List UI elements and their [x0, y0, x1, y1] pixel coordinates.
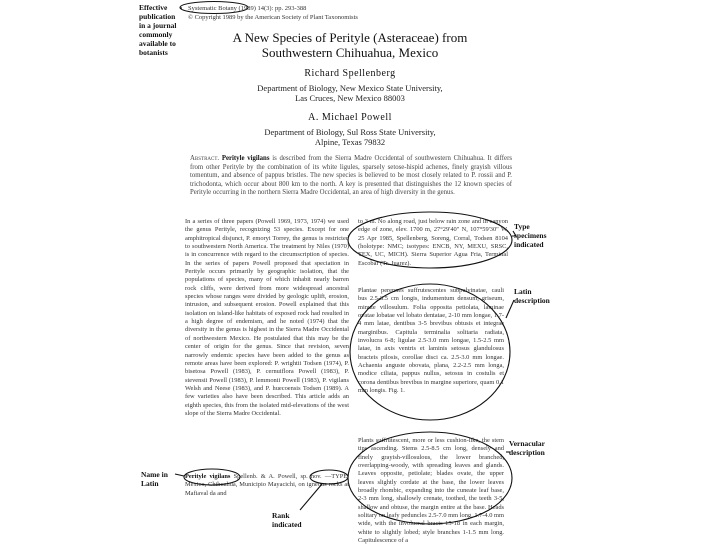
name-leader: [175, 474, 184, 476]
annotation-effective-publication: Effective publication in a journal commonly available to botanists: [139, 3, 177, 57]
annotation-type-specimens: Type specimens indicated: [514, 222, 547, 249]
article-title-line-2: Southwestern Chihuahua, Mexico: [261, 45, 439, 60]
latin-description-text: Plantae perennes suffrutescentes subpulvinatae, cauli bus 2.5-8.5 cm longis, indumentum densum, griseum, minute villosulum. Folia opposita petiolata, laminae ovatae lobatae vel lobato dentatae, 2-10 mm longae, 1.7-4 mm latae, dentibus 3-5 brevibus obtusis et integrae marginibus. Capitula terminalia solitaria radiata, involucra 6-8; ligulae 2.5-3.0 mm longae, 1.5-2.5 mm latae, in axis ventris et laminis setosus glandulosus bracteis pilosis, corollae disci ca. 2.5-3.0 mm longae. Achaenia anguste obovata, plana, 2.2-2.5 mm longa, modice ciliata, pappus nullus, setosus in costulis et corona dentibus brevibus in margine superiore, quam 0.1 mm longis. Fig. 1.: [358, 287, 504, 395]
vernacular-description-text: Plants suffrutescent, more or less cushion-like, the stem tips ascending. Stems 2.5-8.5 cm long, densely and finely grayish-villosulous, the lower branched, overlapping-woody, with spreading leaves and glands. Leaves opposite, petiolate; blades ovate, the upper leaves slightly cordate at the base, the lower leaves broadly rhombic, expanding into the cuneate leaf base, 2-3 mm long, shallowly crenate, toothed, the teeth 3-5, shallow and obtuse, the margin entire at the base. Heads solitary on leafy peduncles 2.5-7.0 mm long, 1.7-4.0 mm wide, with the involucral bracts 15-18 in each margin, white to slightly lobed; style branches 1-1.5 mm long. Capitulescence of a: [358, 437, 504, 545]
latin-description-circle: [350, 284, 510, 420]
annotation-name-in-latin: Name in Latin: [141, 470, 168, 488]
copyright-line: © Copyright 1989 by the American Society of Plant Taxonomists: [188, 14, 358, 21]
species-type-text: —TYPE: Mexico, Chihuahua, Municipio Mayacichi, on igneous rocks at Mafiaval da and: [185, 473, 349, 497]
rank-leader: [300, 484, 322, 510]
abstract-text: is described from the Sierra Madre Occidental of southwestern Chihuahua. It differs from other Perityle by the combination of its white ligules, sparsely setose-hispid achenes, finely grayish villous tomentum, and absence of pappus bristles. The new species is believed to be most closely related to P. rossii and P. trichodonta, which occur about 800 km to the north. A key is presented that distinguishes the 12 known species of Perityle occurring in the northern Sierra Madre Occidental, an area of high diversity in the genus.: [190, 155, 512, 197]
author-2: A. Michael Powell: [308, 112, 392, 123]
latin-name-circle: [184, 469, 240, 485]
type-specimens-circle: [348, 212, 512, 268]
left-column-paragraph: In a series of three papers (Powell 1969, 1973, 1974) we used the genus Perityle, recognizing 53 species. Except for one amphitropical disjunct, P. emoryi Torrey, the genus is restricted to southwestern North America. The treatment by Niles (1970) is in concurrence with regard to the circumscription of species. In the series of papers Powell proposed that speciation in Perityle occurs primarily by geographic isolation, that the populations of species, many of which inhabit nearly barren rock cliffs, were derived from more widespread ancestral species whose ranges were divided by geologic uplift, erosion, intrusion, and subsequent erosion. Powell explained that this isolation on island-like habitats of exposed rock had resulted in a high degree of endemism, and he noted (1974) that the diversity in the genus is highest in the Sierra Madre Occidental of northwestern Mexico. He postulated that this may be the center of origin for the genus. Since that revision, seven narrowly endemic species have been added to the genus as remote areas have been explored: P. wrightii Todsen (1974), P. bisetosa Powell (1983), P. cernuiflora Powell (1983), P. stevensii Powell (1983), P. lemmonii Powell (1983), P. vigilans Welsh and Neese (1983), and P. huecoensis Todsen (1989). A few varieties also have been described. This article adds an eighth species, this from the isolated mid-elevations of the west slope of the Sierra Madre Occidental.: [185, 218, 349, 417]
author-2-affiliation-1: Department of Biology, Sul Ross State University,: [264, 127, 436, 137]
rank-circle: [310, 470, 348, 484]
annotation-vernacular-description: Vernacular description: [509, 439, 545, 457]
author-1: Richard Spellenberg: [304, 68, 396, 79]
journal-circle: [180, 2, 248, 14]
author-2-affiliation-2: Alpine, Texas 79832: [314, 137, 386, 147]
species-authors: Spellenb. & A. Powell,: [230, 473, 298, 480]
annotation-rank-indicated: Rank indicated: [272, 511, 302, 529]
species-rank: sp. nov.: [300, 473, 322, 480]
annotation-latin-description: Latin description: [514, 287, 550, 305]
abstract-species-name: Perityle vigilans: [221, 155, 270, 162]
type-specimens-text: to 3 m. No along road, just below rain zone and in canyon edge of zone, elev. 1700 m, 27°29'40" N, 107°59'30" W, 25 Apr 1985, Spellenberg, Soreng, Corral, Todsen 8104 (holotype: NMC; isotypes: ENCB, NY, MEXU, SRSC, TEX, UC, MICH). Sierra Superior Agua Fria, Terminal Escobar (Tr. Juarez).: [358, 218, 508, 267]
vernacular-description-circle: [348, 432, 512, 524]
journal-line: Systematic Botany (1989) 14(3): pp. 293-388: [188, 5, 307, 12]
article-title-line-1: A New Species of Perityle (Asteraceae) from: [232, 30, 468, 45]
type-leader: [512, 231, 516, 236]
author-1-affiliation-1: Department of Biology, New Mexico State University,: [257, 83, 443, 93]
species-name-latin: Perityle vigilans: [185, 473, 231, 480]
abstract-label: Abstract.: [190, 155, 220, 162]
author-1-affiliation-2: Las Cruces, New Mexico 88003: [295, 93, 405, 103]
latin-leader: [506, 300, 514, 318]
